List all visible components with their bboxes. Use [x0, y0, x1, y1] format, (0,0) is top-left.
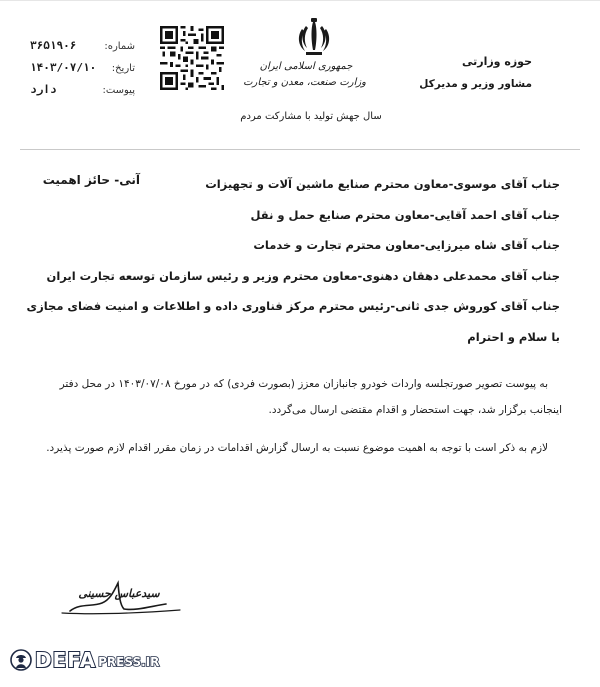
priority-label: آنی- حائز اهمیت: [42, 173, 140, 187]
body-paragraph-1-line-1: به پیوست تصویر صورتجلسه واردات خودرو جانبازان معزز (بصورت فردی) که در مورخ ۱۴۰۳/۰۷/۰۸ در محل دفتر: [59, 378, 548, 390]
soldier-icon: [10, 649, 32, 671]
recipient-item: جناب آقای محمدعلی دهقان دهنوی-معاون محترم وزیر و رئیس سازمان توسعه تجارت ایران: [46, 268, 560, 283]
iran-emblem-icon: [292, 16, 336, 60]
recipient-item: جناب آقای کوروش جدی ثانی-رئیس محترم مرکز فناوری داده و اطلاعات و امنیت فضای مجازی: [26, 299, 560, 313]
department-title: حوزه وزارتی: [461, 55, 532, 68]
year-slogan: سال جهش تولید با مشارکت مردم: [240, 111, 382, 122]
emblem-container: [284, 16, 344, 60]
meta-date-row: [30, 61, 135, 83]
signature-block: [40, 573, 190, 623]
signer-name: سیدعباس حسینی: [78, 587, 160, 600]
letter-meta: [30, 39, 135, 105]
department-block: [382, 51, 532, 95]
attachment-value: دارد: [30, 83, 57, 96]
recipient-item: جناب آقای احمد آقایی-معاون محترم صنایع حمل و نقل: [250, 207, 560, 222]
recipient-item: جناب آقای شاه میرزایی-معاون محترم تجارت و خدمات: [253, 238, 560, 252]
department-subtitle: مشاور وزیر و مدیرکل: [419, 78, 532, 90]
ministry-country: جمهوری اسلامی ایران: [259, 61, 353, 72]
meta-number-row: [30, 39, 135, 61]
body-paragraph-2: لازم به ذکر است با توجه به اهمیت موضوع نسبت به ارسال گزارش اقدامات در زمان مقرر اقدام لازم صورت پذیرد.: [46, 442, 548, 454]
date-label: تاریخ:: [111, 63, 135, 74]
greeting: با سلام و احترام: [467, 329, 560, 344]
watermark-brand: DEFA: [35, 648, 97, 672]
ministry-block: [243, 59, 366, 91]
attachment-label: پیوست:: [102, 85, 135, 96]
date-value: ۱۴۰۳/۰۷/۱۰: [30, 61, 97, 74]
body-paragraph-1-line-2: اینجانب برگزار شد، جهت استحضار و اقدام مقتضی ارسال می‌گردد.: [268, 404, 562, 416]
number-label: شماره:: [104, 41, 135, 52]
watermark-logo: [10, 647, 159, 673]
number-value: ۳۶۵۱۹۰۶: [30, 39, 77, 52]
qr-code-icon: [160, 26, 224, 90]
meta-attachment-row: [30, 83, 135, 105]
letter-body: [37, 371, 562, 461]
watermark-suffix: PRESS.IR: [98, 655, 160, 669]
ministry-name: وزارت صنعت، معدن و تجارت: [243, 77, 366, 88]
header-divider: [20, 149, 580, 150]
recipient-item: جناب آقای موسوی-معاون محترم صنایع ماشین آلات و تجهیزات: [205, 177, 560, 191]
